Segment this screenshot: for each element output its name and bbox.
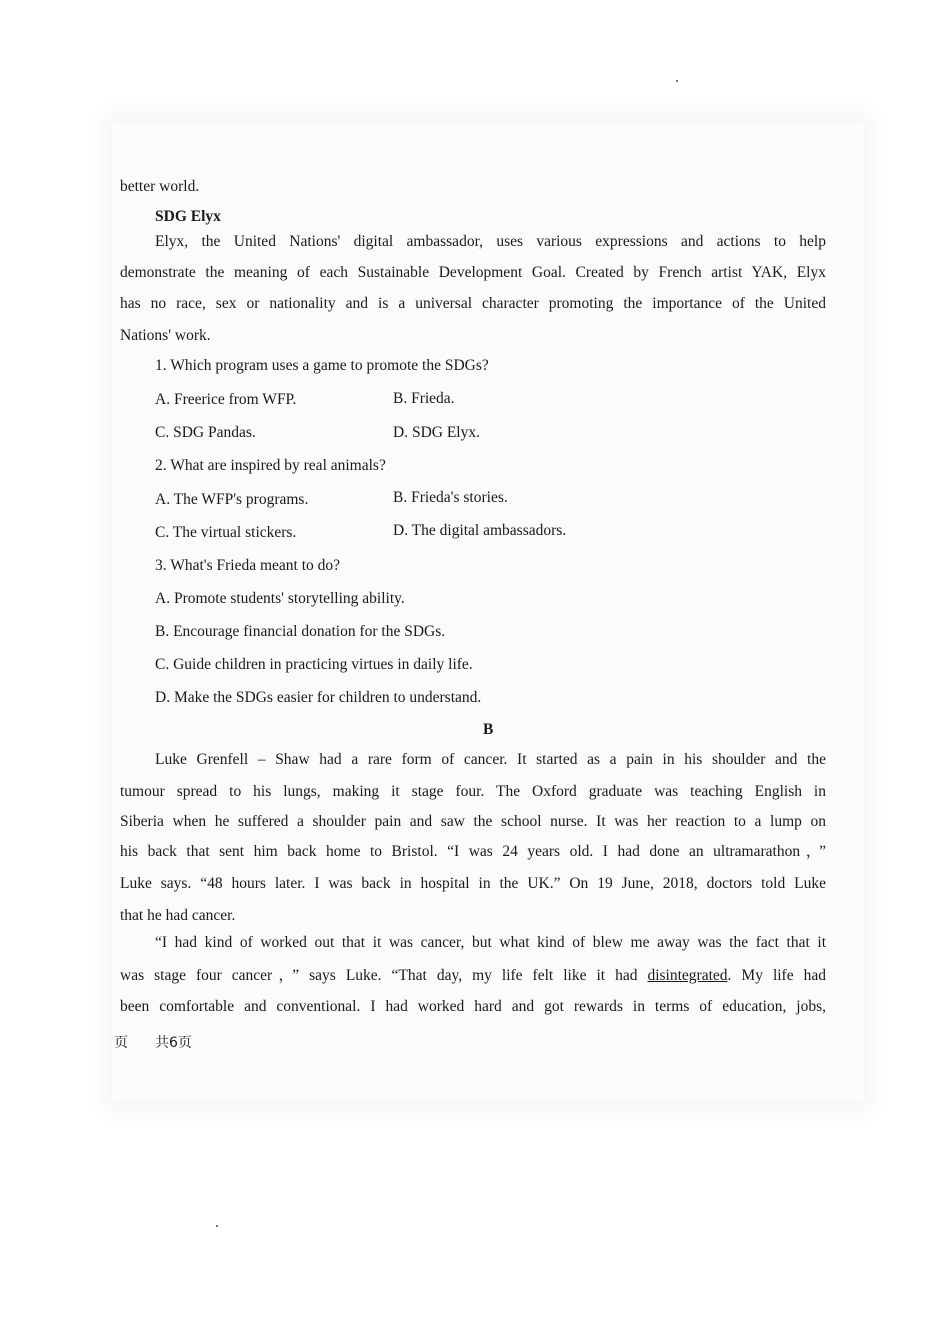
answer-option: D. The digital ambassadors.: [393, 522, 567, 539]
answer-option: B. Frieda's stories.: [393, 489, 508, 506]
scan-speck: [216, 1225, 218, 1227]
paragraph-line: tumour spread to his lungs, making it stage four. The Oxford graduate was teaching English in: [120, 783, 826, 800]
answer-option: D. Make the SDGs easier for children to understand.: [155, 689, 482, 706]
paragraph-line: been comfortable and conventional. I had worked hard and got rewards in terms of education, jobs,: [120, 998, 826, 1015]
scan-speck: [676, 80, 678, 82]
footer-total-pages: 共6页: [155, 1035, 192, 1051]
answer-option: A. Freerice from WFP.: [155, 391, 297, 408]
paragraph-line: Elyx, the United Nations' digital ambassador, uses various expressions and actions to help: [155, 233, 826, 250]
paragraph-line: that he had cancer.: [120, 907, 236, 924]
answer-option: D. SDG Elyx.: [393, 424, 480, 441]
paragraph-text: . My life had: [727, 967, 826, 984]
passage-heading: B: [483, 721, 494, 738]
paragraph-line: Nations' work.: [120, 327, 211, 344]
question-stem: 3. What's Frieda meant to do?: [155, 557, 341, 574]
paragraph-text: was stage four cancer，” says Luke. “That day, my life felt like it had: [120, 967, 648, 984]
paragraph-line: [120, 966, 826, 986]
answer-option: B. Encourage financial donation for the SDGs.: [155, 623, 446, 640]
previous-paragraph-ending: better world.: [120, 178, 200, 195]
paragraph-line: his back that sent him back home to Bristol. “I was 24 years old. I had done an ultramarathon，”: [120, 843, 826, 860]
paragraph-line: Luke says. “48 hours later. I was back in hospital in the UK.” On 19 June, 2018, doctors told Luke: [120, 875, 826, 892]
answer-option: A. Promote students' storytelling ability.: [155, 590, 405, 607]
question-stem: 1. Which program uses a game to promote the SDGs?: [155, 357, 489, 374]
answer-option: C. SDG Pandas.: [155, 424, 256, 441]
paragraph-line: “I had kind of worked out that it was cancer, but what kind of blew me away was the fact that it: [155, 934, 826, 951]
paragraph-line: Luke Grenfell – Shaw had a rare form of cancer. It started as a pain in his shoulder and the: [155, 751, 826, 768]
paragraph-line: Siberia when he suffered a shoulder pain and saw the school nurse. It was her reaction to a lump on: [120, 813, 826, 830]
answer-option: C. Guide children in practicing virtues in daily life.: [155, 656, 473, 673]
question-stem: 2. What are inspired by real animals?: [155, 457, 386, 474]
underlined-word: disintegrated: [647, 967, 728, 984]
section-heading: SDG Elyx: [155, 208, 221, 225]
answer-option: C. The virtual stickers.: [155, 524, 297, 541]
paragraph-line: demonstrate the meaning of each Sustainable Development Goal. Created by French artist YAK, Elyx: [120, 264, 826, 281]
footer-page-fragment: 页: [114, 1035, 128, 1051]
paragraph-line: has no race, sex or nationality and is a universal character promoting the importance of the United: [120, 295, 826, 312]
answer-option: B. Frieda.: [393, 390, 455, 407]
answer-option: A. The WFP's programs.: [155, 491, 309, 508]
